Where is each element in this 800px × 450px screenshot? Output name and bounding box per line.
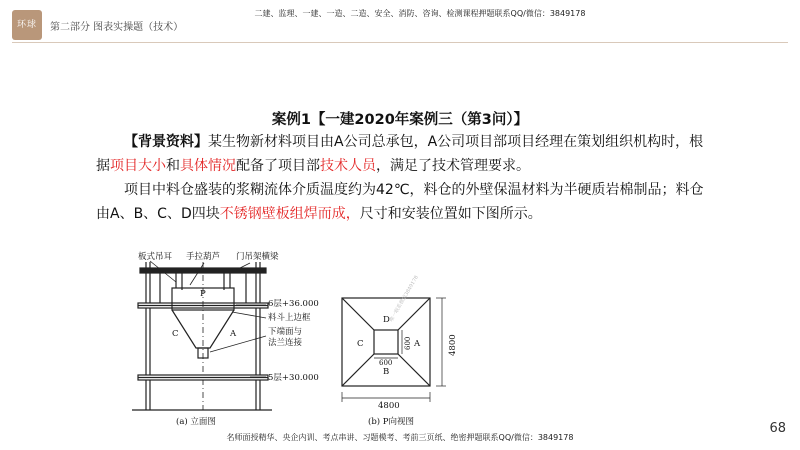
plan-caption: (b) P向视图 [368, 417, 414, 427]
outlet-flange-label-1: 下端面与 [268, 327, 303, 337]
highlight-text: 项目大小 [110, 158, 166, 174]
outlet-flange-label-2: 法兰连接 [268, 338, 303, 348]
elevation-view [132, 261, 272, 410]
highlight-text: 不锈钢壁板组焊而成， [219, 206, 360, 222]
paragraph-text: 尺寸和安装位置如下图所示。 [359, 206, 542, 222]
paragraph-text: 和 [166, 158, 180, 174]
highlight-text: 技术人员 [320, 158, 376, 174]
section-title: 第二部分 图表实操题（技术） [50, 22, 184, 33]
paragraph-text: 配备了项目部 [236, 158, 320, 174]
inner-height-dim: 600 [404, 336, 412, 350]
level-5-label: 5层+30.000 [268, 373, 319, 383]
wall-c-plan-label: C [357, 339, 364, 349]
inner-width-dim: 600 [379, 359, 393, 367]
p-direction-label: P [200, 289, 206, 299]
outer-height-dim: 4800 [448, 334, 458, 356]
elevation-caption: (a) 立面图 [176, 417, 216, 427]
wall-a-label: A [230, 329, 237, 339]
brand-logo: 环球 [12, 10, 42, 40]
chain-hoist-label: 手拉葫芦 [186, 252, 221, 262]
paragraph-text: 某生物新材料项目由A公司总承包，A公司项目部项目经理在策划组织机构时，根据 [96, 134, 704, 174]
header-contact-notice: 二建、监理、一建、一造、二造、安全、消防、咨询、检测课程押题联系QQ/微信：3849178 [254, 9, 586, 18]
elevation-labels [138, 251, 319, 427]
footer-contact-notice: 名师面授精华、央企内训、考点串讲、习题模考、考前三页纸、绝密押题联系QQ/微信：3849178 [226, 433, 574, 442]
highlight-text: 具体情况 [180, 158, 236, 174]
gantry-beam-label: 门吊架横梁 [236, 252, 279, 262]
case-title: 案例1【一建2020年案例三（第3问）】 [271, 112, 529, 128]
hopper-top-frame-label: 料斗上边框 [268, 313, 311, 323]
diagram-watermark: 唯一联系微信3849178 [388, 274, 420, 323]
background-label: 【背景资料】 [124, 134, 208, 150]
level-6-label: 6层+36.000 [268, 299, 319, 309]
wall-b-label: B [383, 367, 390, 377]
paragraph-text: ，满足了技术管理要求。 [376, 158, 530, 174]
plan-labels [357, 274, 458, 427]
wall-d-label: D [383, 315, 390, 325]
wall-c-label: C [172, 329, 179, 339]
paragraph-text: 项目中料仓盛装的浆糊流体介质温度约为42℃，料仓的外壁保温材料为半硬质岩棉制品；料仓由A、B、C、D四块 [96, 182, 704, 222]
outer-width-dim: 4800 [378, 401, 400, 411]
lifting-lug-label: 板式吊耳 [138, 252, 173, 262]
wall-a-plan-label: A [414, 339, 421, 349]
page-number: 68 [769, 421, 786, 436]
